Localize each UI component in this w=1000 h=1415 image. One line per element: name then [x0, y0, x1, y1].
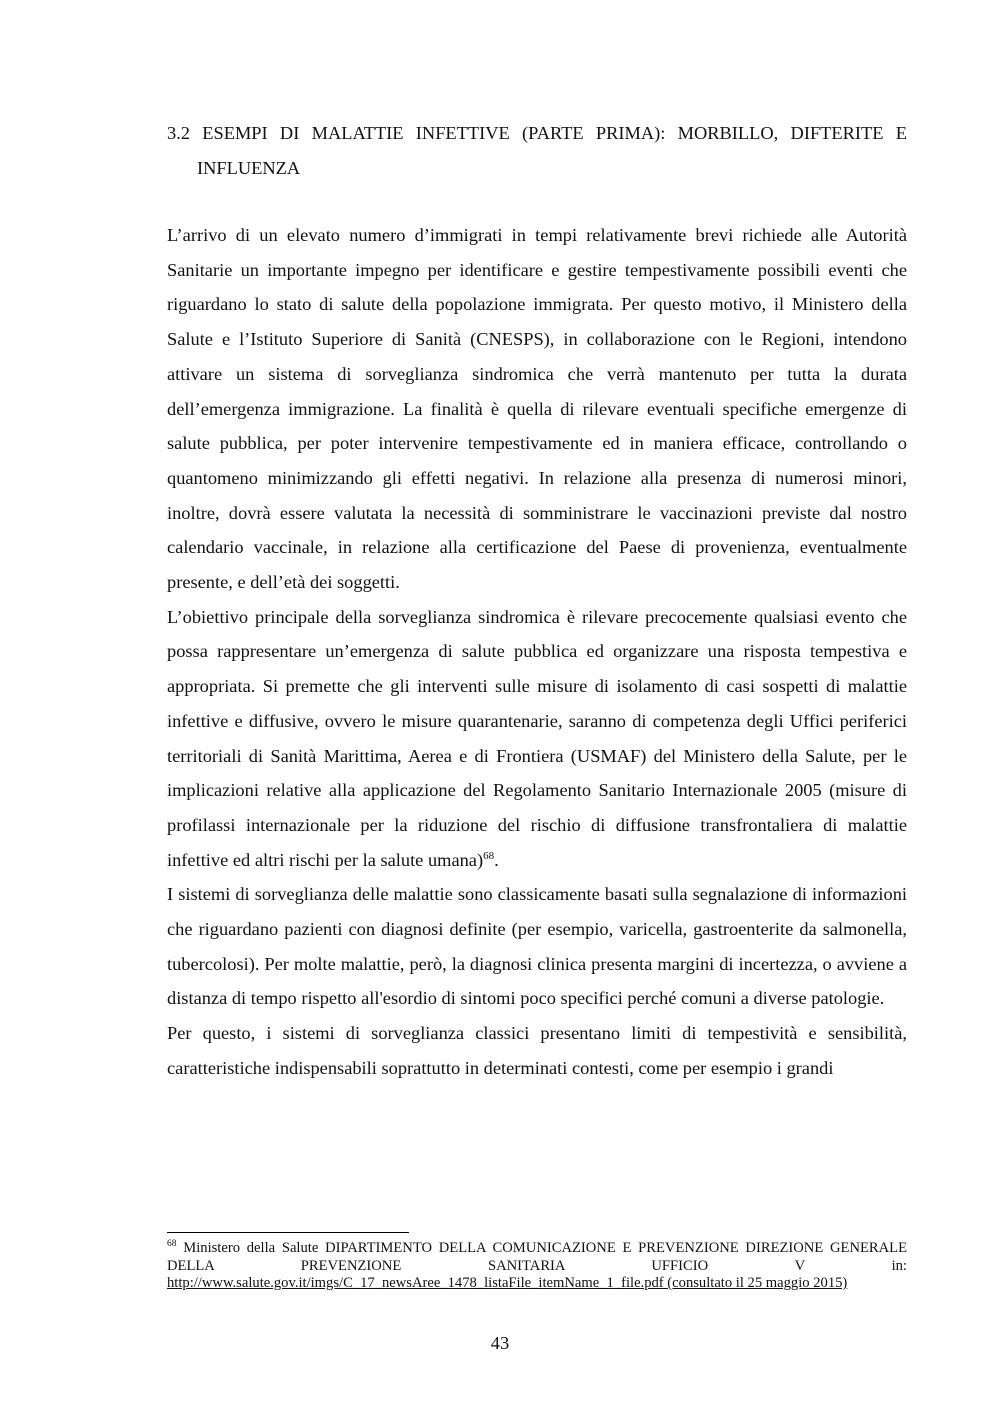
footnote: [167, 1240, 907, 1293]
footnote-reference[interactable]: 68: [483, 849, 495, 862]
footnote-separator: [167, 1232, 409, 1233]
footnote-number: 68: [167, 1239, 177, 1250]
paragraph-1: L’arrivo di un elevato numero d’immigrati in tempi relativamente brevi richiede alle Autorità Sanitarie un importante impegno per identificare e gestire tempestivamente possibili eventi che riguardano lo stato di salute della popolazione immigrata. Per questo motivo, il Ministero della Salute e l’Istituto Superiore di Sanità (CNESPS), in collaborazione con le Regioni, intendono attivare un sistema di sorveglianza sindromica che verrà mantenuto per tutta la durata dell’emergenza immigrazione. La finalità è quella di rilevare eventuali specifiche emergenze di salute pubblica, per poter intervenire tempestivamente ed in maniera efficace, controllando o quantomeno minimizzando gli effetti negativi. In relazione alla presenza di numerosi minori, inoltre, dovrà essere valutata la necessità di somministrare le vaccinazioni previste dal nostro calendario vaccinale, in relazione alla certificazione del Paese di provenienza, eventualmente presente, e dell’età dei soggetti.: [167, 225, 907, 593]
section-heading: 3.2 ESEMPI DI MALATTIE INFETTIVE (PARTE PRIMA): MORBILLO, DIFTERITE E INFLUENZA: [167, 123, 907, 178]
paragraph-3: I sistemi di sorveglianza delle malattie sono classicamente basati sulla segnalazione di informazioni che riguardano pazienti con diagnosi definite (per esempio, varicella, gastroenterite da salmonella, tubercolosi). Per molte malattie, però, la diagnosi clinica presenta margini di incertezza, o avviene a distanza di tempo rispetto all'esordio di sintomi poco specifici perché comuni a diverse patologie.: [167, 884, 907, 1009]
paragraph-2-text: L’obiettivo principale della sorveglianza sindromica è rilevare precocemente qualsiasi evento che possa rappresentare un’emergenza di salute pubblica ed organizzare una risposta tempestiva e appropriata. Si premette che gli interventi sulle misure di isolamento di casi sospetti di malattie infettive e diffusive, ovvero le misure quarantenarie, saranno di competenza degli Uffici periferici territoriali di Sanità Marittima, Aerea e di Frontiera (USMAF) del Ministero della Salute, per le implicazioni relative alla applicazione del Regolamento Sanitario Internazionale 2005 (misure di profilassi internazionale per la riduzione del rischio di diffusione transfrontaliera di malattie infettive ed altri rischi per la salute umana): [167, 606, 907, 870]
paragraph-2-end: .: [494, 849, 499, 870]
body-text: [167, 218, 907, 1086]
page-number: 43: [490, 1333, 510, 1353]
footnote-text: Ministero della Salute DIPARTIMENTO DELLA COMUNICAZIONE E PREVENZIONE DIREZIONE GENERALE DELLA PREVENZIONE SANITARIA UFFICIO V in:: [167, 1240, 907, 1274]
footnote-link[interactable]: http://www.salute.gov.it/imgs/C_17_newsAree_1478_listaFile_itemName_1_file.pdf (consultato il 25 maggio 2015): [167, 1275, 848, 1291]
paragraph-2: [167, 600, 907, 878]
paragraph-4: Per questo, i sistemi di sorveglianza classici presentano limiti di tempestività e sensibilità, caratteristiche indispensabili soprattutto in determinati contesti, come per esempio i grandi: [167, 1023, 907, 1078]
